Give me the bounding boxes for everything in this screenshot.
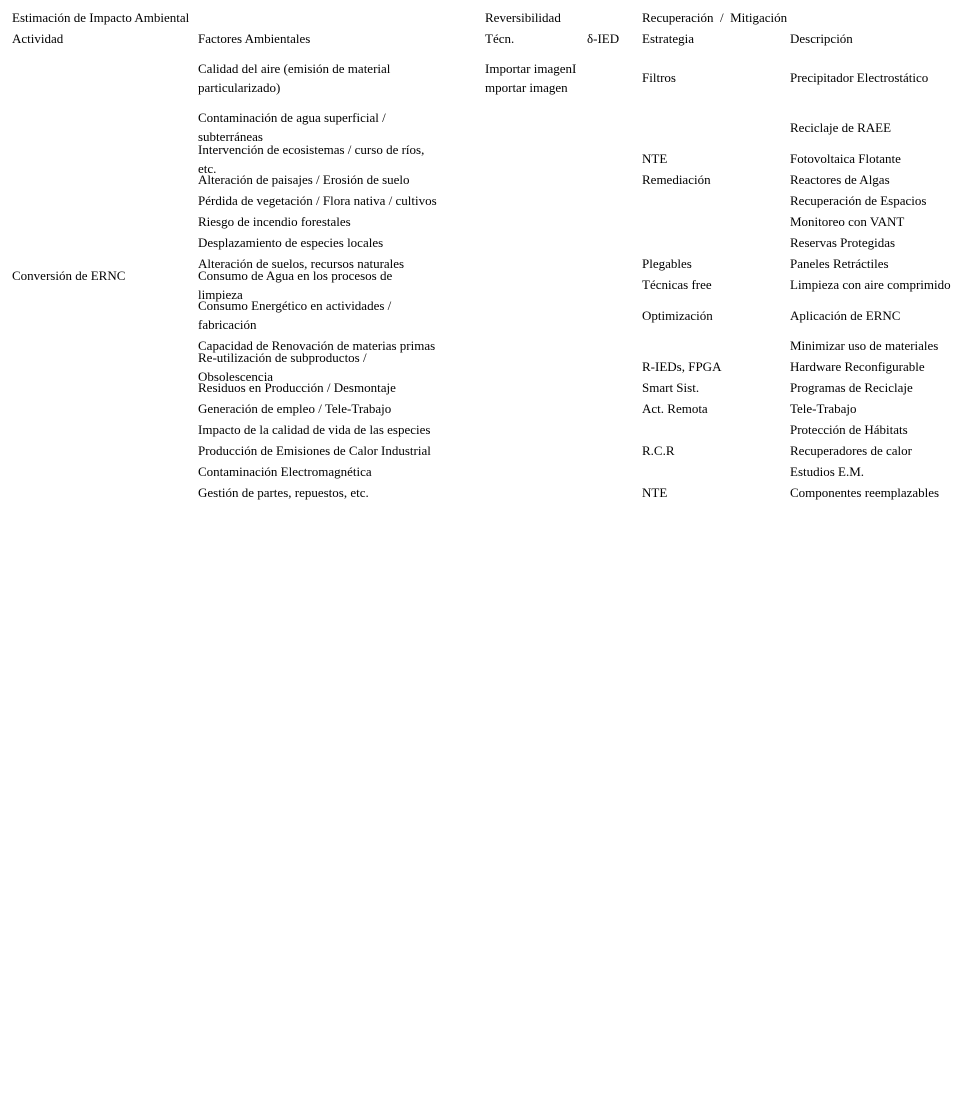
description-text: Recuperación de Espacios <box>790 193 927 208</box>
factor-cell <box>198 169 480 190</box>
table-row <box>0 440 978 461</box>
ied-cell <box>587 49 637 106</box>
ied-cell <box>587 482 637 503</box>
table-row <box>0 349 978 384</box>
ied-cell <box>587 106 637 148</box>
strategy-cell <box>642 232 784 253</box>
description-cell <box>790 253 978 274</box>
description-cell <box>790 295 978 335</box>
strategy-text: R-IEDs, FPGA <box>642 359 722 374</box>
strategy-cell <box>642 148 784 169</box>
strategy-text: Plegables <box>642 256 692 271</box>
description-cell <box>790 169 978 190</box>
factor-cell <box>198 398 480 419</box>
description-text: Reciclaje de RAEE <box>790 119 892 135</box>
table-row <box>0 482 978 503</box>
factor-text: Impacto de la calidad de vida de las especies <box>198 422 431 437</box>
description-cell <box>790 440 978 461</box>
strategy-cell <box>642 419 784 440</box>
ied-cell <box>587 232 637 253</box>
ied-cell <box>587 440 637 461</box>
technique-cell <box>485 49 583 106</box>
technique-cell <box>485 377 583 398</box>
reversibility-header: Reversibilidad <box>485 10 561 25</box>
technique-cell <box>485 295 583 335</box>
description-text: Limpieza con aire comprimido <box>790 277 951 292</box>
ied-cell <box>587 335 637 356</box>
activity-label: Conversión de ERNC <box>12 267 126 283</box>
table-row <box>0 419 978 440</box>
table-header-row-1 <box>0 7 978 28</box>
description-cell <box>790 274 978 295</box>
factor-text: Pérdida de vegetación / Flora nativa / cultivos <box>198 193 437 208</box>
factor-text: Capacidad de Renovación de materias primas <box>198 338 436 353</box>
factor-text: Residuos en Producción / Desmontaje <box>198 380 396 395</box>
factor-text: Contaminación de agua superficial / subterráneas <box>198 110 386 144</box>
factor-cell <box>198 419 480 440</box>
table-row <box>0 190 978 211</box>
table-header-row-2 <box>0 28 978 49</box>
description-text: Paneles Retráctiles <box>790 256 889 271</box>
factor-text: Gestión de partes, repuestos, etc. <box>198 485 369 500</box>
strategy-text: Act. Remota <box>642 401 708 416</box>
description-cell <box>790 482 978 503</box>
strategy-text: Smart Sist. <box>642 380 700 395</box>
strategy-text: Técnicas free <box>642 277 712 292</box>
strategy-cell <box>642 440 784 461</box>
column-header-strategy: Estrategia <box>642 31 694 46</box>
column-header-description: Descripción <box>790 31 853 46</box>
ied-cell <box>587 190 637 211</box>
description-cell <box>790 356 978 377</box>
ied-cell <box>587 169 637 190</box>
technique-cell <box>485 190 583 211</box>
table-row <box>0 169 978 190</box>
column-header-technique: Técn. <box>485 31 515 46</box>
description-cell <box>790 106 978 148</box>
factor-cell <box>198 377 480 398</box>
factor-text: Riesgo de incendio forestales <box>198 214 351 229</box>
ied-cell <box>587 211 637 232</box>
table-row <box>0 377 978 398</box>
table-row <box>0 253 978 274</box>
table-row <box>0 267 978 302</box>
strategy-text: R.C.R <box>642 443 675 458</box>
factor-text: Alteración de suelos, recursos naturales <box>198 256 405 271</box>
technique-cell <box>485 253 583 274</box>
strategy-cell <box>642 377 784 398</box>
technique-cell <box>485 461 583 482</box>
strategy-cell <box>642 49 784 106</box>
factor-cell <box>198 232 480 253</box>
factor-text: Intervención de ecosistemas / curso de ríos, etc. <box>198 141 425 176</box>
ied-cell <box>587 419 637 440</box>
ied-cell <box>587 398 637 419</box>
factor-cell <box>198 267 480 302</box>
description-text: Protección de Hábitats <box>790 422 908 437</box>
factor-cell <box>198 190 480 211</box>
technique-cell <box>485 440 583 461</box>
strategy-cell <box>642 295 784 335</box>
factor-text: Consumo Energético en actividades / fabricación <box>198 298 392 332</box>
description-cell <box>790 335 978 356</box>
technique-cell <box>485 482 583 503</box>
strategy-cell <box>642 461 784 482</box>
description-text: Minimizar uso de materiales <box>790 338 939 353</box>
description-text: Monitoreo con VANT <box>790 214 905 229</box>
table-row <box>0 49 978 106</box>
technique-cell <box>485 398 583 419</box>
ied-cell <box>587 274 637 295</box>
strategy-cell <box>642 335 784 356</box>
factor-text: Re-utilización de subproductos / Obsolescencia <box>198 349 367 384</box>
table-row <box>0 461 978 482</box>
description-cell <box>790 398 978 419</box>
table-row <box>0 211 978 232</box>
technique-cell <box>485 232 583 253</box>
description-text: Estudios E.M. <box>790 464 865 479</box>
ied-cell <box>587 295 637 335</box>
factor-cell <box>198 349 480 384</box>
description-cell <box>790 461 978 482</box>
ied-cell <box>587 356 637 377</box>
table-row <box>0 141 978 176</box>
factor-cell <box>198 295 480 335</box>
recovery-mitigation-header: Recuperación / Mitigación <box>642 10 788 25</box>
ied-cell <box>587 253 637 274</box>
strategy-cell <box>642 356 784 377</box>
column-header-ied: δ-IED <box>587 31 620 46</box>
strategy-text: Optimización <box>642 307 713 323</box>
description-cell <box>790 377 978 398</box>
technique-cell <box>485 419 583 440</box>
strategy-cell <box>642 253 784 274</box>
technique-cell <box>485 169 583 190</box>
technique-cell <box>485 148 583 169</box>
strategy-cell <box>642 274 784 295</box>
description-cell <box>790 419 978 440</box>
table-row <box>0 106 978 148</box>
description-text: Componentes reemplazables <box>790 485 940 500</box>
description-text: Fotovoltaica Flotante <box>790 151 901 166</box>
table-row <box>0 335 978 356</box>
table-row <box>0 295 978 335</box>
description-cell <box>790 190 978 211</box>
ied-cell <box>587 148 637 169</box>
description-cell <box>790 148 978 169</box>
factor-text: Consumo de Agua en los procesos de limpieza <box>198 267 393 302</box>
column-header-factors: Factores Ambientales <box>198 31 311 46</box>
factor-cell <box>198 211 480 232</box>
factor-text: Calidad del aire (emisión de material particularizado) <box>198 60 391 95</box>
description-text: Recuperadores de calor <box>790 443 912 458</box>
factor-text: Producción de Emisiones de Calor Industrial <box>198 443 431 458</box>
factor-cell <box>198 440 480 461</box>
description-text: Reactores de Algas <box>790 172 890 187</box>
factor-text: Alteración de paisajes / Erosión de suelo <box>198 172 410 187</box>
technique-cell <box>485 356 583 377</box>
table-row <box>0 232 978 253</box>
strategy-cell <box>642 398 784 419</box>
strategy-cell <box>642 169 784 190</box>
strategy-text: NTE <box>642 485 668 500</box>
strategy-text: Filtros <box>642 70 676 85</box>
description-text: Aplicación de ERNC <box>790 307 901 323</box>
technique-cell <box>485 274 583 295</box>
description-text: Programas de Reciclaje <box>790 380 913 395</box>
description-cell <box>790 232 978 253</box>
technique-cell <box>485 335 583 356</box>
factor-cell <box>198 49 480 106</box>
technique-cell <box>485 106 583 148</box>
factor-text: Contaminación Electromagnética <box>198 464 372 479</box>
factor-cell <box>198 461 480 482</box>
strategy-cell <box>642 190 784 211</box>
technique-text: Importar imagenImportar imagen <box>485 60 577 95</box>
strategy-text: NTE <box>642 151 668 166</box>
ied-cell <box>587 461 637 482</box>
strategy-cell <box>642 482 784 503</box>
description-text: Hardware Reconfigurable <box>790 359 925 374</box>
description-text: Reservas Protegidas <box>790 235 896 250</box>
factor-cell <box>198 141 480 176</box>
column-header-activity: Actividad <box>12 31 64 46</box>
strategy-cell <box>642 106 784 148</box>
factor-text: Generación de empleo / Tele-Trabajo <box>198 401 392 416</box>
description-cell <box>790 49 978 106</box>
description-cell <box>790 211 978 232</box>
table-row <box>0 398 978 419</box>
factor-text: Desplazamiento de especies locales <box>198 235 384 250</box>
table-title: Estimación de Impacto Ambiental <box>12 10 190 25</box>
strategy-cell <box>642 211 784 232</box>
ied-cell <box>587 377 637 398</box>
strategy-text: Remediación <box>642 172 711 187</box>
factor-cell <box>198 482 480 503</box>
description-text: Precipitador Electrostático <box>790 70 929 85</box>
description-text: Tele-Trabajo <box>790 401 857 416</box>
technique-cell <box>485 211 583 232</box>
